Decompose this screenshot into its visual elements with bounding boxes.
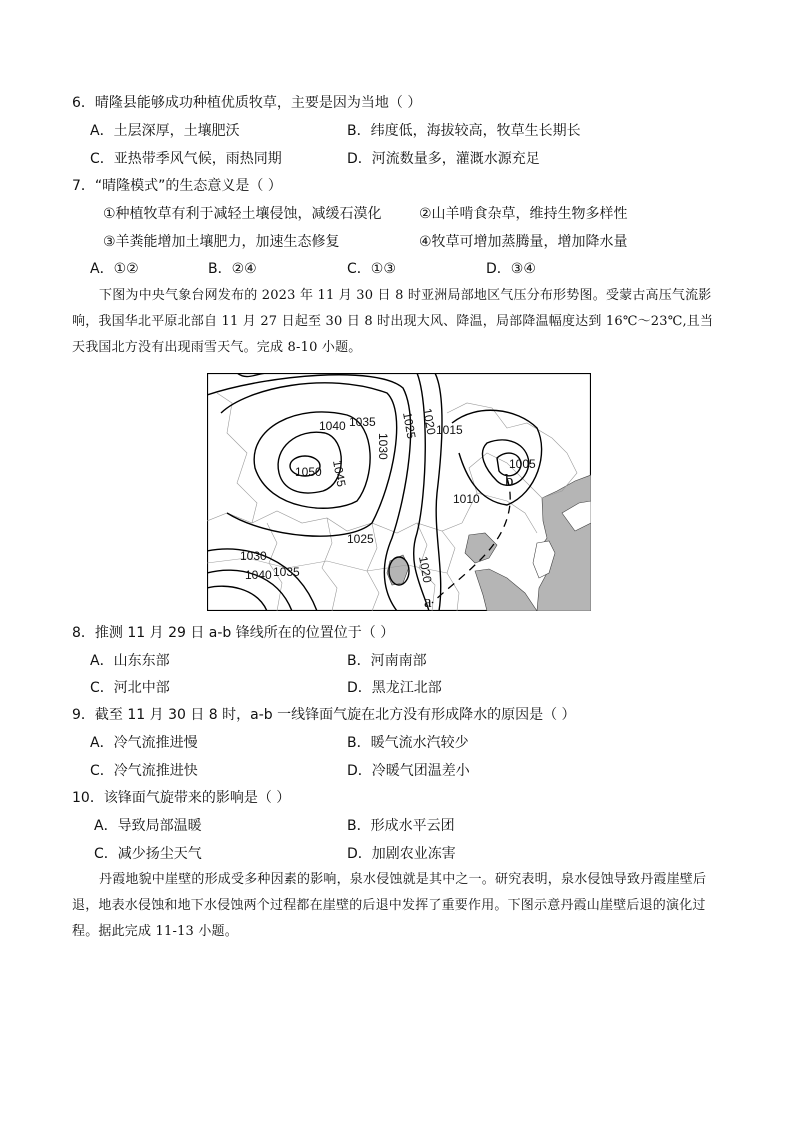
- passage-weather-map-intro: 下图为中央气象台网发布的 2023 年 11 月 30 日 8 时亚洲局部地区气压分布形势图。受蒙古高压气流影响，我国华北平原北部自 11 月 27 日起至 30 日 8 时出现大风、降温，局部降温幅度达到 16℃～23℃,且当天我国北方没有出现雨雪天气。完成 8-10 小题。: [72, 288, 714, 355]
- question-9-option-d: D．冷暖气团温差小: [347, 763, 470, 779]
- isobar-label-1035-south: 1035: [273, 565, 300, 579]
- isobar-label-1025-south: 1025: [347, 532, 374, 546]
- question-6-option-b: B．纬度低，海拔较高，牧草生长期长: [347, 123, 581, 139]
- isobar-label-1030: 1030: [376, 433, 390, 460]
- question-9-option-b: B．暖气流水汽较少: [347, 735, 469, 751]
- question-6-option-d: D．河流数量多，灌溉水源充足: [347, 151, 540, 167]
- question-10-option-b: B．形成水平云团: [347, 818, 455, 834]
- isobar-label-1005: 1005: [509, 457, 536, 471]
- passage-danxia-intro: 丹霞地貌中崖壁的形成受多种因素的影响，泉水侵蚀就是其中之一。研究表明，泉水侵蚀导致丹霞崖壁后退，地表水侵蚀和地下水侵蚀两个过程都在崖壁的后退中发挥了重要作用。下图示意丹霞山崖壁后退的演化过程。据此完成 11-13 小题。: [72, 872, 707, 939]
- isobar-label-1030-south: 1030: [240, 549, 267, 563]
- question-8-stem: 8．推测 11 月 29 日 a-b 锋线所在的位置位于（ ）: [72, 625, 395, 641]
- pressure-distribution-map: [207, 373, 591, 611]
- question-6-option-a: A．土层深厚，土壤肥沃: [90, 123, 240, 139]
- isobar-label-1025: 1025: [400, 411, 419, 440]
- question-7-option-a: A．①②: [90, 261, 139, 277]
- question-10-option-a: A．导致局部温暖: [94, 818, 202, 834]
- question-6-option-c: C．亚热带季风气候，雨热同期: [90, 151, 282, 167]
- question-7-statement-1: ①种植牧草有利于减轻土壤侵蚀，减缓石漠化: [103, 206, 382, 222]
- question-9-option-c: C．冷气流推进快: [90, 763, 198, 779]
- isobar-label-1050: 1050: [295, 465, 322, 479]
- isobar-label-1040: 1040: [319, 419, 346, 433]
- question-10-option-d: D．加剧农业冻害: [347, 846, 456, 862]
- question-8-option-a: A．山东东部: [90, 653, 170, 669]
- question-7-statement-4: ④牧草可增加蒸腾量，增加降水量: [419, 234, 628, 250]
- question-8-option-d: D．黑龙江北部: [347, 680, 442, 696]
- question-7-option-c: C．①③: [347, 261, 396, 277]
- point-b-label: b: [505, 471, 514, 490]
- question-7-option-d: D．③④: [486, 261, 536, 277]
- isobar-label-1010: 1010: [453, 492, 480, 506]
- question-9-option-a: A．冷气流推进慢: [90, 735, 198, 751]
- question-10-option-c: C．减少扬尘天气: [94, 846, 202, 862]
- question-7-statement-2: ②山羊啃食杂草，维持生物多样性: [419, 206, 628, 222]
- question-6-stem: 6．晴隆县能够成功种植优质牧草，主要是因为当地（ ）: [72, 95, 422, 111]
- isobar-label-1045: 1045: [330, 459, 349, 488]
- question-7-stem: 7．“晴隆模式”的生态意义是（ ）: [72, 178, 282, 194]
- question-9-stem: 9．截至 11 月 30 日 8 时，a-b 一线锋面气旋在北方没有形成降水的原因是（ ）: [72, 707, 576, 723]
- isobar-label-1035: 1035: [349, 415, 376, 429]
- question-8-option-b: B．河南南部: [347, 653, 427, 669]
- isobar-label-1015: 1015: [436, 423, 463, 437]
- question-7-option-b: B．②④: [208, 261, 257, 277]
- isobar-label-1020-south: 1020: [416, 555, 435, 584]
- isobar-label-1040-south: 1040: [245, 568, 272, 582]
- question-10-stem: 10．该锋面气旋带来的影响是（ ）: [72, 790, 291, 806]
- question-7-statement-3: ③羊粪能增加土壤肥力，加速生态修复: [103, 234, 340, 250]
- question-8-option-c: C．河北中部: [90, 680, 170, 696]
- point-a-label: a: [424, 592, 432, 611]
- isobar-label-1020: 1020: [420, 407, 439, 436]
